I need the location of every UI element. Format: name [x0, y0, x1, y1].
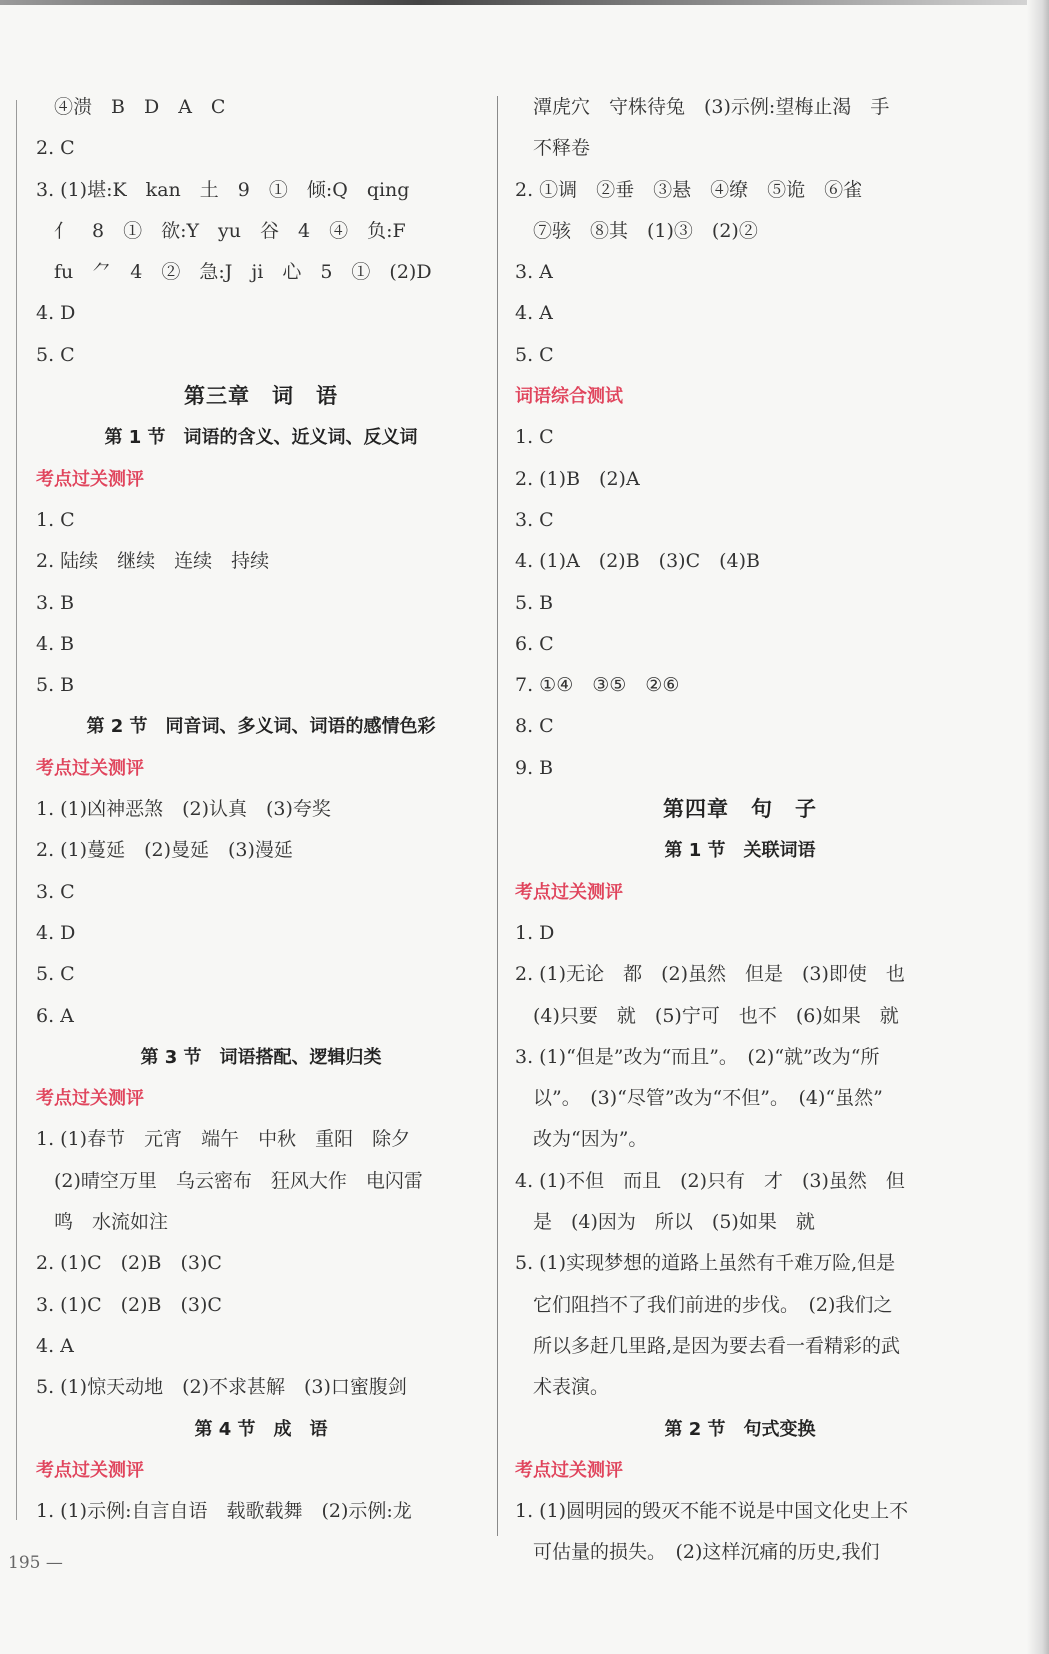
answer-line: 1. (1)圆明园的毁灭不能不说是中国文化史上不 — [515, 1500, 909, 1523]
answer-line: 1. C — [36, 508, 75, 531]
answer-line: 9. B — [515, 756, 554, 779]
answer-line: 3. B — [36, 591, 75, 614]
answer-line: 鸣 水流如注 — [54, 1211, 169, 1234]
answer-line: 6. A — [36, 1004, 74, 1027]
chapter-title: 第四章 句 子 — [663, 797, 817, 822]
section-title: 第 1 节 关联词语 — [664, 840, 816, 862]
answer-line: 它们阻挡不了我们前进的步伐。 (2)我们之 — [533, 1293, 893, 1316]
test-heading: 考点过关测评 — [515, 881, 623, 903]
section-title: 第 2 节 同音词、多义词、词语的感情色彩 — [86, 716, 436, 738]
answer-line: 以”。 (3)“尽管”改为“不但”。 (4)“虽然” — [533, 1087, 883, 1110]
answer-line: 7. ①④ ③⑤ ②⑥ — [515, 674, 680, 697]
answer-line: 6. C — [515, 632, 554, 655]
answer-line: 8. C — [515, 715, 554, 738]
answer-line: 5. C — [515, 343, 554, 366]
answer-line: (2)晴空万里 乌云密布 狂风大作 电闪雷 — [54, 1169, 423, 1192]
answer-line: 4. D — [36, 921, 76, 944]
answer-line: 5. (1)实现梦想的道路上虽然有千难万险,但是 — [515, 1252, 896, 1275]
answer-line: 4. D — [36, 302, 76, 325]
left-column — [36, 87, 486, 1532]
answer-line: 3. (1)堪:K kan 土 9 ① 倾:Q qing — [36, 178, 410, 201]
test-heading: 考点过关测评 — [36, 1088, 144, 1110]
answer-line: 2. (1)C (2)B (3)C — [36, 1252, 222, 1275]
answer-line: 2. (1)无论 都 (2)虽然 但是 (3)即使 也 — [515, 963, 905, 986]
answer-line: 2. C — [36, 137, 75, 160]
answer-line: 4. A — [36, 1334, 74, 1357]
section-title: 第 2 节 句式变换 — [664, 1418, 816, 1440]
answer-line: 1. D — [515, 921, 555, 944]
test-heading: 考点过关测评 — [36, 1459, 144, 1481]
test-heading: 考点过关测评 — [36, 757, 144, 779]
answer-line: 3. (1)“但是”改为“而且”。 (2)“就”改为“所 — [515, 1045, 880, 1068]
answer-line: 4. B — [36, 632, 75, 655]
test-heading: 词语综合测试 — [515, 386, 623, 408]
answer-line: 所以多赶几里路,是因为要去看一看精彩的武 — [533, 1334, 901, 1357]
answer-line: 2. 陆续 继续 连续 持续 — [36, 550, 270, 573]
answer-line: 1. C — [515, 426, 554, 449]
answer-line: ⑦骇 ⑧其 (1)③ (2)② — [533, 219, 758, 242]
answer-line: ④溃 B D A C — [54, 96, 226, 118]
answer-line: 3. C — [515, 508, 554, 531]
answer-line: 1. (1)春节 元宵 端午 中秋 重阳 除夕 — [36, 1128, 411, 1151]
answer-line: 3. C — [36, 880, 75, 903]
answer-line: 1. (1)示例:自言自语 载歌载舞 (2)示例:龙 — [36, 1500, 412, 1523]
answer-line: (4)只要 就 (5)宁可 也不 (6)如果 就 — [533, 1004, 899, 1027]
answer-line: fu ⺈ 4 ② 急:J ji 心 5 ① (2)D — [54, 261, 432, 284]
answer-line: 不释卷 — [533, 137, 591, 160]
answer-line: 4. (1)不但 而且 (2)只有 才 (3)虽然 但 — [515, 1169, 905, 1192]
answer-line: 5. B — [515, 591, 554, 614]
answer-line: 4. (1)A (2)B (3)C (4)B — [515, 550, 761, 573]
column-divider — [497, 96, 498, 1536]
answer-line: 1. (1)凶神恶煞 (2)认真 (3)夸奖 — [36, 798, 331, 821]
answer-line: 5. C — [36, 963, 75, 986]
answer-line: 2. ①调 ②垂 ③悬 ④缭 ⑤诡 ⑥雀 — [515, 178, 863, 201]
answer-line: 5. B — [36, 674, 75, 697]
answer-line: 可估量的损失。 (2)这样沉痛的历史,我们 — [533, 1541, 880, 1564]
answer-line: 5. (1)惊天动地 (2)不求甚解 (3)口蜜腹剑 — [36, 1376, 407, 1399]
section-title: 第 1 节 词语的含义、近义词、反义词 — [104, 427, 418, 449]
answer-line: 术表演。 — [533, 1376, 610, 1399]
section-title: 第 3 节 词语搭配、逻辑归类 — [140, 1046, 382, 1068]
answer-line: 潭虎穴 守株待兔 (3)示例:望梅止渴 手 — [533, 96, 890, 118]
answer-line: 亻 8 ① 欲:Y yu 谷 4 ④ 负:F — [54, 219, 406, 242]
answer-line: 4. A — [515, 302, 553, 325]
test-heading: 考点过关测评 — [515, 1459, 623, 1481]
answer-line: 5. C — [36, 343, 75, 366]
answer-line: 2. (1)B (2)A — [515, 467, 640, 490]
answer-line: 2. (1)蔓延 (2)曼延 (3)漫延 — [36, 839, 293, 862]
page-number: 195 — — [8, 1553, 63, 1573]
test-heading: 考点过关测评 — [36, 468, 144, 490]
scan-edge-right — [1027, 0, 1049, 1654]
answer-line: 改为“因为”。 — [533, 1128, 648, 1151]
section-title: 第 4 节 成 语 — [194, 1418, 328, 1440]
chapter-title: 第三章 词 语 — [184, 384, 338, 409]
left-margin-rule — [16, 100, 17, 1520]
answer-line: 3. (1)C (2)B (3)C — [36, 1293, 222, 1316]
right-column — [515, 87, 965, 1574]
answer-line: 是 (4)因为 所以 (5)如果 就 — [533, 1211, 815, 1234]
scan-edge-top — [0, 0, 1049, 5]
answer-line: 3. A — [515, 261, 553, 284]
